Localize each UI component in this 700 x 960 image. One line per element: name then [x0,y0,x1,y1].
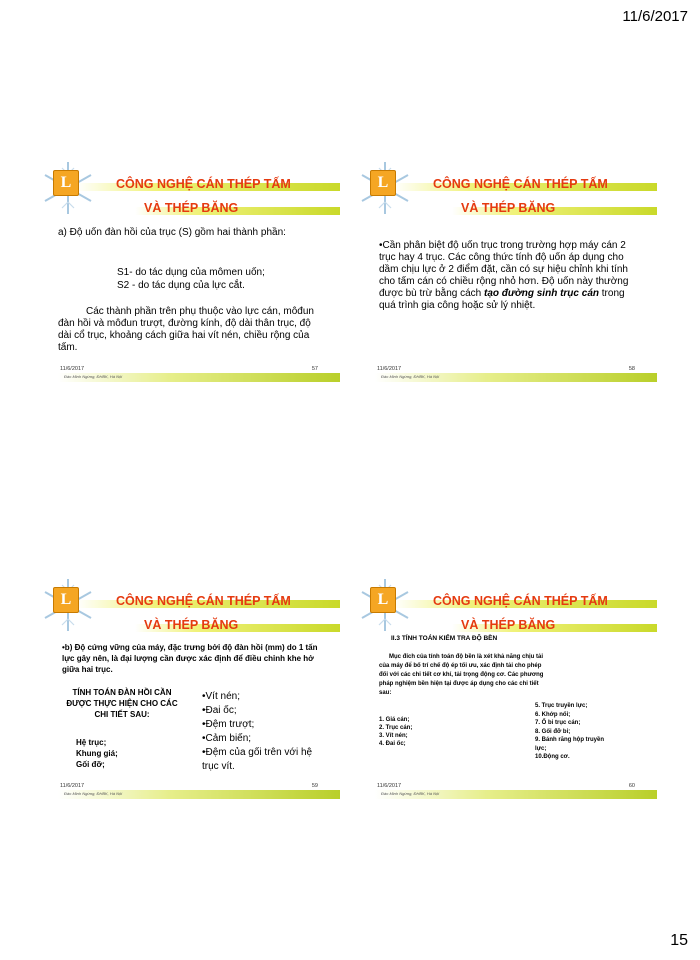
paragraph: Mục đích của tính toán độ bền là xét khả năng chịu tải của máy để bố trí chế độ ép tối ưu, xác định tải cho phép đối với các chi tiết cơ khí, tải trọng động cơ. Các phương pháp nghiệm bền hiện tại được áp dụng cho các chi tiết sau: [379,654,544,696]
slide-title-line2: VÀ THÉP BĂNG [461,618,556,632]
slide-date: 11/6/2017 [377,783,402,789]
section-heading: II.3 TÍNH TOÁN KIỂM TRA ĐỘ BỀN [391,635,498,642]
slide-title-line2: VÀ THÉP BĂNG [461,201,556,215]
emphasis-text: tạo đường sinh trục cán [484,288,599,299]
list-item: •Đệm của gối trên với hệ trục vít. [202,747,313,772]
page-date: 11/6/2017 [622,8,688,25]
slide-number: 59 [311,783,318,789]
paragraph: Các thành phần trên phụ thuộc vào lực cán, môđun đàn hồi và môđun trượt, đường kính, độ dài thân trục, độ dài cổ trục, khoảng cách giữa hai vít nén, chiều rộng của tấm. [58,306,314,353]
left-heading: TÍNH TOÁN ĐÀN HỒI CẦN ĐƯỢC THỰC HIỆN CHO CÁC CHI TIẾT SAU: [66,688,178,719]
slide-59 [40,577,340,802]
list-item: 8. Gối đỡ bi; [535,728,571,735]
list-item: 7. Ổ bi trục cán; [535,720,581,726]
author: Đào Minh Ngừng, ĐHBK, Hà Nội [381,791,440,796]
slide-title-line1: CÔNG NGHỆ CÁN THÉP TẤM [116,177,291,191]
slide-title-line2: VÀ THÉP BĂNG [144,618,239,632]
author: Đào Minh Ngừng, ĐHBK, Hà Nội [381,374,440,379]
logo: L [370,170,396,196]
slide-57 [40,160,340,385]
logo: L [53,170,79,196]
list-item: S1- do tác dụng của mômen uốn; [117,267,265,278]
list-item: 3. Vít nén; [379,733,408,739]
slide-60 [357,577,657,802]
list-item: Khung giá; [76,749,118,758]
slide-58 [357,160,657,385]
list-item: •Đai ốc; [202,705,237,716]
list-item: 1. Giá cán; [379,717,410,723]
slide-title-line1: CÔNG NGHỆ CÁN THÉP TẤM [116,594,291,608]
slide-number: 60 [628,783,635,789]
paragraph: •b) Độ cứng vững của máy, đặc trưng bởi độ đàn hồi (mm) do 1 tấn lực gây nên, là đại lượng cần được xác định để điều chỉnh khe hở giữa hai trục. [62,643,318,674]
author: Đào Minh Ngừng, ĐHBK, Hà Nội [64,374,123,379]
paragraph [379,240,637,312]
slide-number: 57 [311,366,318,372]
slide-number: 58 [628,366,635,372]
list-item: •Đệm trượt; [202,719,255,730]
logo: L [53,587,79,613]
paragraph-text: trong quá trình gia công hoặc sử lý nhiệt. [379,288,625,311]
list-item: •Vít nén; [202,691,240,702]
list-item: S2 - do tác dụng của lực cắt. [117,280,245,291]
paragraph: a) Độ uốn đàn hồi của trục (S) gồm hai thành phần: [58,227,286,238]
list-item: Gối đỡ; [76,760,105,769]
slide-date: 11/6/2017 [377,366,402,372]
paragraph-text: •Cần phân biệt độ uốn trục trong trường hợp máy cán 2 trục hay 4 trục. Các công thức tính độ uốn áp dụng cho dầm chịu lực ở 2 điểm đặt, cần có sự hiệu chỉnh khi tính cho tấm cán có chiều rộng nhỏ hơn. Độ uốn này thường được bù trừ bằng cách [379,240,629,299]
list-item: 2. Trục cán; [379,725,413,731]
slide-title-line1: CÔNG NGHỆ CÁN THÉP TẤM [433,177,608,191]
slide-date: 11/6/2017 [60,783,85,789]
list-item: Hệ trục; [76,738,107,747]
list-item: •Cảm biến; [202,733,252,744]
slide-title-line1: CÔNG NGHỆ CÁN THÉP TẤM [433,594,608,608]
list-item: 10.Động cơ. [535,754,570,760]
list-item: 4. Đai ốc; [379,741,406,747]
page-number: 15 [670,932,688,949]
list-item: 5. Trục truyền lực; [535,703,588,709]
logo: L [370,587,396,613]
list-item: 6. Khớp nối; [535,711,571,718]
slide-title-line2: VÀ THÉP BĂNG [144,201,239,215]
slide-date: 11/6/2017 [60,366,85,372]
list-item: 9. Bánh răng hộp truyền lực; [535,737,605,752]
author: Đào Minh Ngừng, ĐHBK, Hà Nội [64,791,123,796]
